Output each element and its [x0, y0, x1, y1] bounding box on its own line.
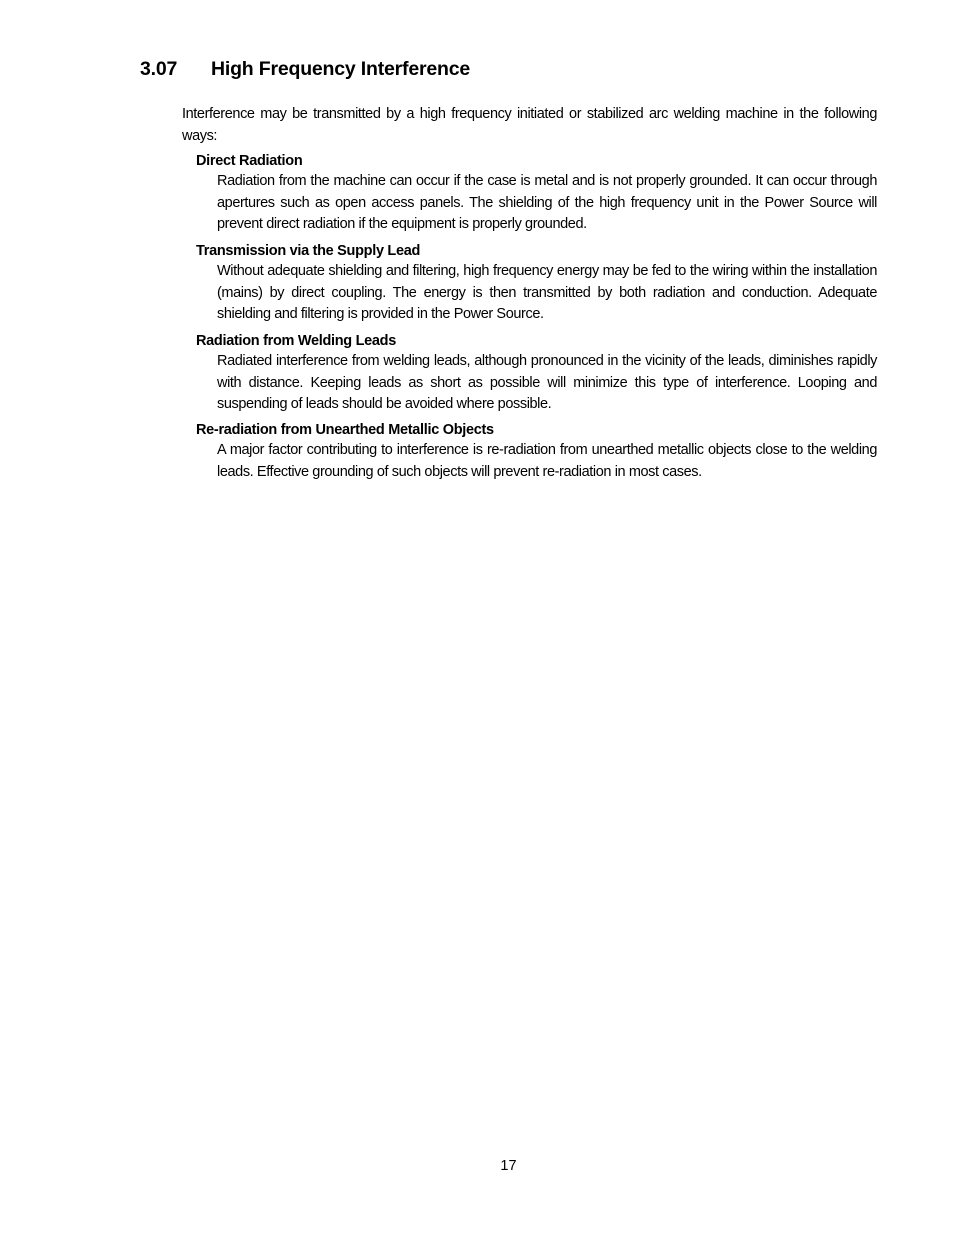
subsection-heading: Transmission via the Supply Lead [196, 243, 421, 259]
subsection-transmission-supply-lead [196, 242, 877, 326]
subsection-heading: Direct Radiation [196, 153, 303, 169]
subsection-reradiation-metallic-objects [196, 421, 877, 483]
subsection-heading: Re-radiation from Unearthed Metallic Objects [196, 422, 494, 438]
section-number: 3.07 [140, 58, 178, 80]
intro-paragraph: Interference may be transmitted by a high frequency initiated or stabilized arc welding machine in the following ways: [182, 106, 877, 144]
section-heading [140, 58, 470, 81]
subsection-direct-radiation [196, 152, 877, 236]
subsection-radiation-welding-leads [196, 332, 877, 416]
subsection-heading: Radiation from Welding Leads [196, 333, 396, 349]
subsection-body: A major factor contributing to interference is re-radiation from unearthed metallic objects close to the welding leads. Effective grounding of such objects will prevent re-radiation in most cases. [217, 442, 877, 480]
section-title: High Frequency Interference [211, 58, 471, 80]
subsection-body: Radiated interference from welding leads, although pronounced in the vicinity of the leads, diminishes rapidly with distance. Keeping leads as short as possible will minimize this type of interference. Looping and suspending of leads should be avoided where possible. [217, 353, 877, 412]
subsection-body: Radiation from the machine can occur if the case is metal and is not properly grounded. It can occur through apertures such as open access panels. The shielding of the high frequency unit in the Power Source will prevent direct radiation if the equipment is properly grounded. [217, 173, 877, 232]
subsection-body: Without adequate shielding and filtering, high frequency energy may be fed to the wiring within the installation (mains) by direct coupling. The energy is then transmitted by both radiation and conduction. Adequate shielding and filtering is provided in the Power Source. [217, 263, 877, 322]
page-number: 17 [500, 1158, 517, 1174]
